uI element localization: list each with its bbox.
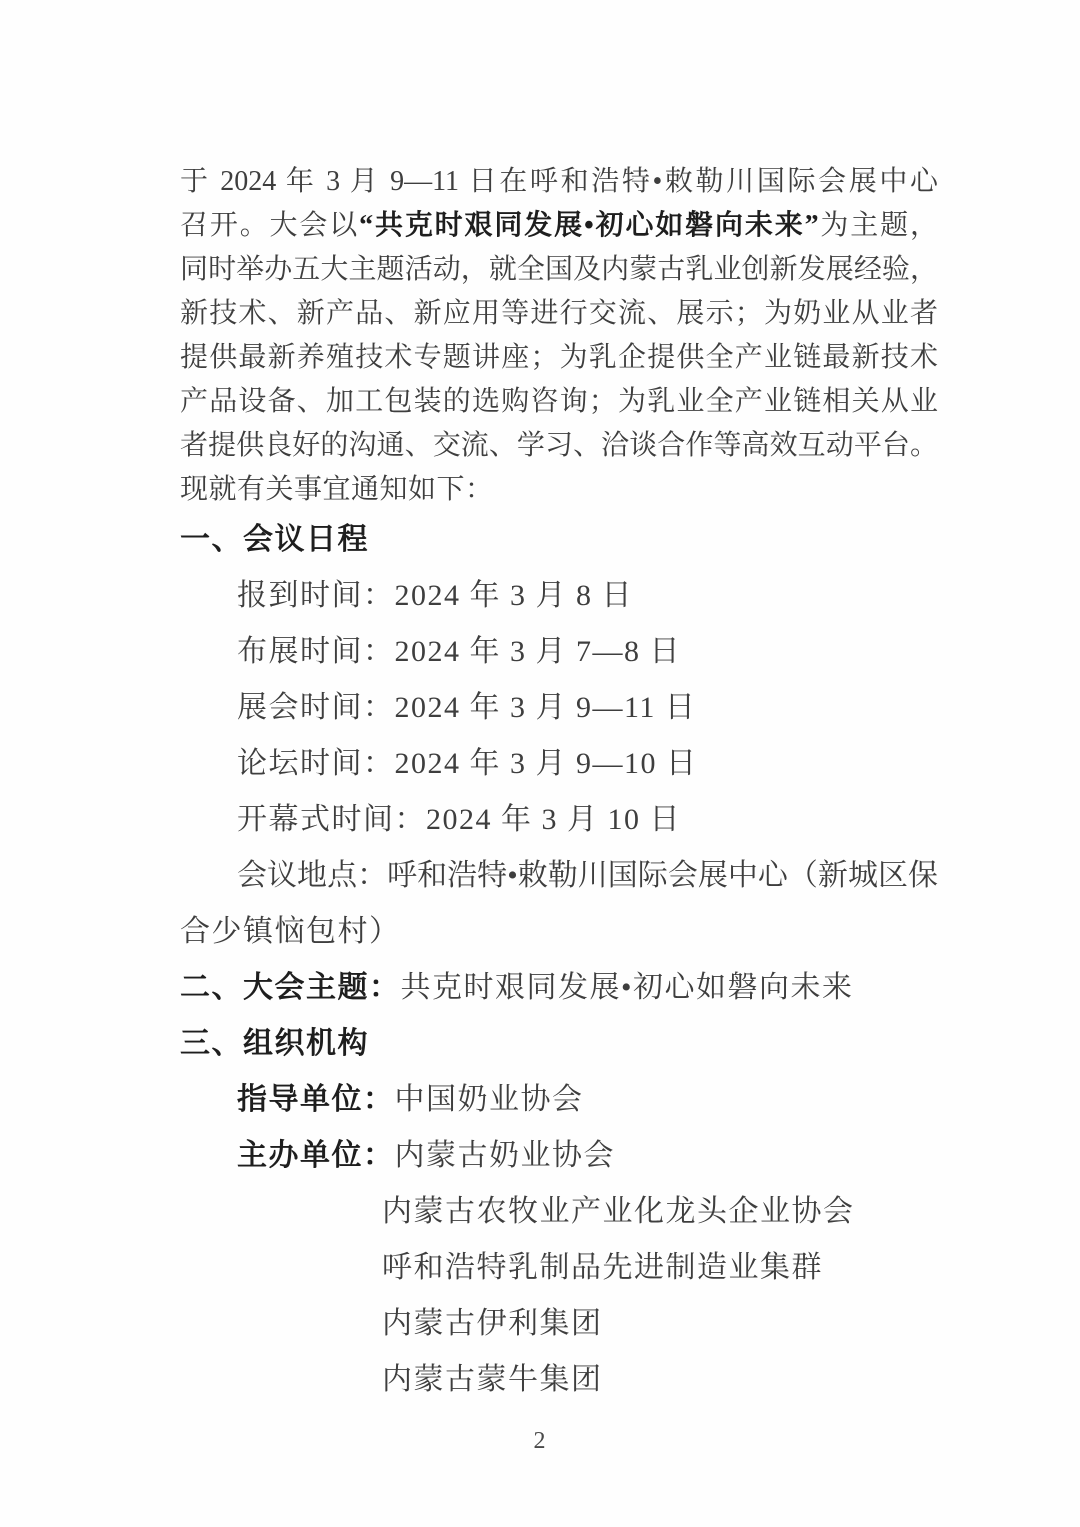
intro-line-5: 提供最新养殖技术专题讲座；为乳企提供全产业链最新技术 bbox=[180, 342, 938, 373]
host-unit-label: 主办单位： bbox=[237, 1139, 395, 1172]
host-unit-extra-2: 呼和浩特乳制品先进制造业集群 bbox=[382, 1251, 823, 1284]
intro-line-2 bbox=[180, 204, 938, 248]
venue-line-2: 合少镇恼包村） bbox=[180, 915, 401, 948]
agenda-item-opening: 开幕式时间：2024 年 3 月 10 日 bbox=[237, 803, 681, 836]
host-unit-value: 内蒙古奶业协会 bbox=[394, 1139, 615, 1172]
intro-line-8: 现就有关事宜通知如下： bbox=[180, 474, 494, 505]
page-number: 2 bbox=[533, 1428, 547, 1454]
intro-line-4: 新技术、新产品、新应用等进行交流、展示；为奶业从业者 bbox=[180, 298, 938, 329]
host-unit-extra-1: 内蒙古农牧业产业化龙头企业协会 bbox=[382, 1195, 855, 1228]
intro-line-3: 同时举办五大主题活动，就全国及内蒙古乳业创新发展经验， bbox=[180, 254, 938, 285]
theme-label: 二、大会主题： bbox=[180, 971, 401, 1004]
guide-unit-label: 指导单位： bbox=[237, 1083, 395, 1116]
host-unit-extra-3: 内蒙古伊利集团 bbox=[382, 1307, 603, 1340]
agenda-item-checkin: 报到时间：2024 年 3 月 8 日 bbox=[237, 579, 633, 612]
section-theme-line bbox=[180, 960, 938, 1016]
host-unit-line bbox=[180, 1128, 938, 1184]
agenda-item-forum: 论坛时间：2024 年 3 月 9—10 日 bbox=[237, 747, 698, 780]
intro-line-7: 者提供良好的沟通、交流、学习、洽谈合作等高效互动平台。 bbox=[180, 430, 938, 461]
intro-line-6: 产品设备、加工包装的选购咨询；为乳业全产业链相关从业 bbox=[180, 386, 938, 417]
section-heading-agenda: 一、会议日程 bbox=[180, 523, 369, 556]
intro-theme-bold-phrase: “共克时艰同发展•初心如磐向未来” bbox=[359, 210, 819, 241]
agenda-item-exhibition: 展会时间：2024 年 3 月 9—11 日 bbox=[237, 691, 697, 724]
guide-unit-value: 中国奶业协会 bbox=[394, 1083, 584, 1116]
document-content bbox=[180, 160, 938, 1408]
intro-line-2-pre: 召开。大会以 bbox=[180, 210, 360, 241]
section-heading-organization: 三、组织机构 bbox=[180, 1027, 369, 1060]
guide-unit-line bbox=[180, 1072, 938, 1128]
intro-line-2-post: 为主题， bbox=[818, 210, 938, 241]
host-unit-extra-4: 内蒙古蒙牛集团 bbox=[382, 1363, 603, 1396]
venue-line-1: 会议地点：呼和浩特•敕勒川国际会展中心（新城区保 bbox=[237, 859, 938, 892]
agenda-item-setup: 布展时间：2024 年 3 月 7—8 日 bbox=[237, 635, 681, 668]
theme-value: 共克时艰同发展•初心如磐向未来 bbox=[400, 971, 854, 1004]
intro-line-1: 于 2024 年 3 月 9—11 日在呼和浩特•敕勒川国际会展中心 bbox=[180, 166, 938, 197]
